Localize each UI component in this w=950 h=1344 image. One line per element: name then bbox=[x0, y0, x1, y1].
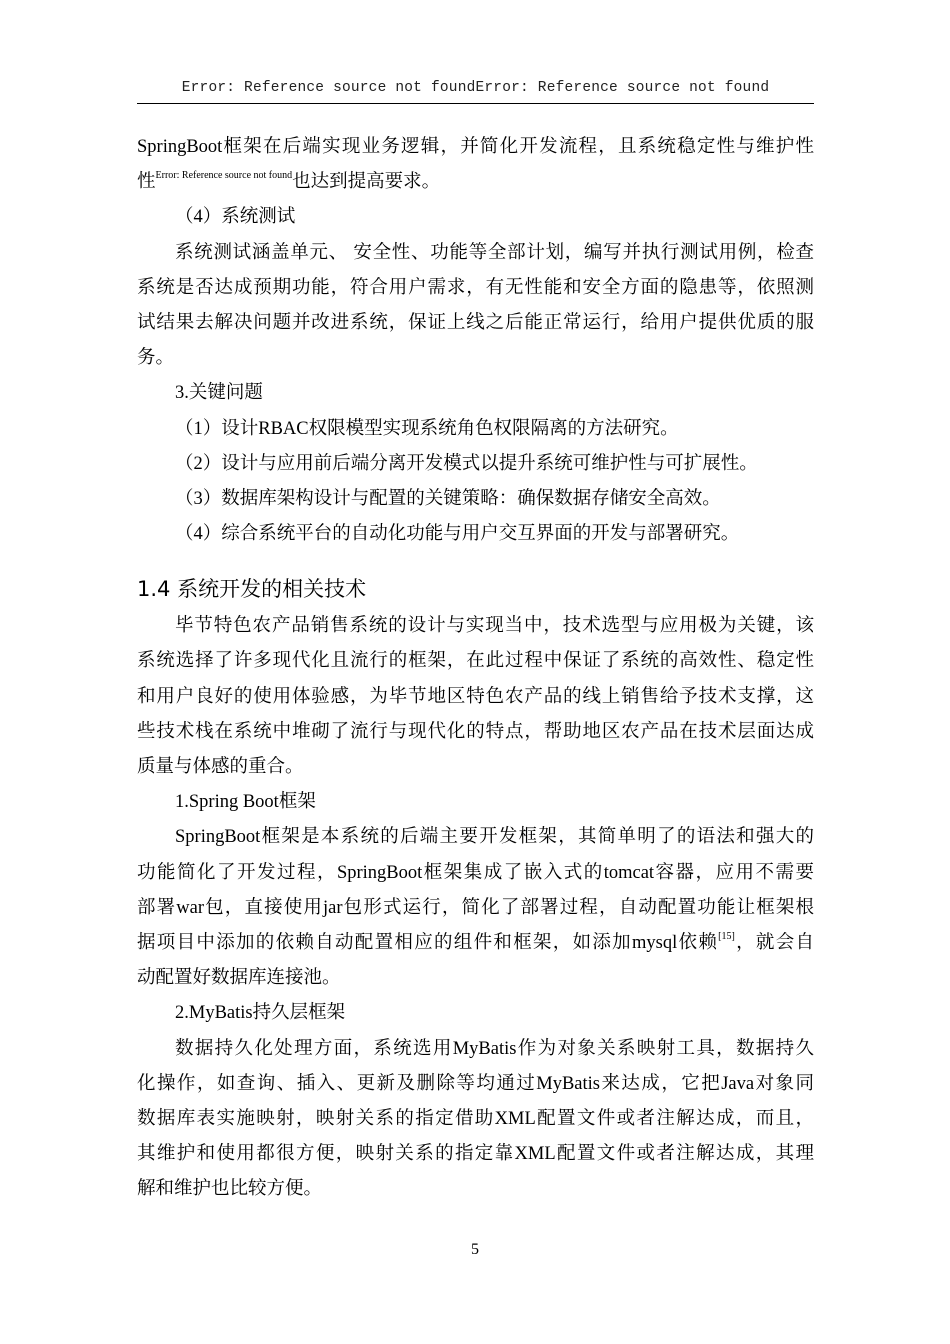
citation-error: Error: Reference source not found bbox=[155, 170, 293, 182]
page-number: 5 bbox=[471, 1241, 479, 1258]
paragraph-line: 务。 bbox=[137, 348, 175, 369]
paragraph-line: 部署war包，直接使用jar包形式运行，简化了部署过程，自动配置功能让框架根 bbox=[137, 897, 814, 918]
paragraph-line: 和用户良好的使用体验感，为毕节地区特色农产品的线上销售给予技术支撑，这 bbox=[137, 686, 814, 707]
subsection-title: （4）系统测试 bbox=[175, 207, 296, 228]
text: 性 bbox=[137, 172, 156, 193]
subsection-title: 2.MyBatis持久层框架 bbox=[175, 1003, 346, 1024]
paragraph-line: 其维护和使用都很方便，映射关系的指定靠XML配置文件或者注解达成，其理 bbox=[137, 1144, 814, 1165]
paragraph-line bbox=[137, 165, 814, 200]
paragraph-line: 质量与体感的重合。 bbox=[137, 757, 304, 777]
subsection-title: 1.Spring Boot框架 bbox=[175, 792, 316, 813]
paragraph-line: 系统测试涵盖单元、 安全性、功能等全部计划，编写并执行测试用例，检查 bbox=[175, 242, 814, 263]
paragraph-line: 数据库表实施映射，映射关系的指定借助XML配置文件或者注解达成，而且， bbox=[137, 1108, 814, 1129]
paragraph-line: 系统是否达成预期功能，符合用户需求，有无性能和安全方面的隐患等，依照测 bbox=[137, 277, 814, 298]
list-item: （3）数据库架构设计与配置的关键策略：确保数据存储安全高效。 bbox=[175, 488, 721, 509]
header-rule bbox=[137, 103, 814, 104]
text: 也达到提高要求。 bbox=[292, 172, 441, 193]
paragraph-line: SpringBoot框架是本系统的后端主要开发框架，其简单明了的语法和强大的 bbox=[175, 827, 814, 848]
paragraph-line: 毕节特色农产品销售系统的设计与实现当中，技术选型与应用极为关键，该 bbox=[175, 616, 814, 637]
subsection-title: 3.关键问题 bbox=[175, 383, 263, 404]
paragraph-line: 动配置好数据库连接池。 bbox=[137, 968, 341, 989]
paragraph-line: 系统选择了许多现代化且流行的框架，在此过程中保证了系统的高效性、稳定性 bbox=[137, 651, 814, 672]
list-item: （4）综合系统平台的自动化功能与用户交互界面的开发与部署研究。 bbox=[175, 524, 740, 545]
list-item: （2）设计与应用前后端分离开发模式以提升系统可维护性与可扩展性。 bbox=[175, 453, 758, 474]
text: 据项目中添加的依赖自动配置相应的组件和框架，如添加mysql依赖 bbox=[137, 932, 719, 953]
list-item: （1）设计RBAC权限模型实现系统角色权限隔离的方法研究。 bbox=[175, 418, 679, 439]
citation: [15] bbox=[718, 930, 735, 942]
section-heading: 1.4 系统开发的相关技术 bbox=[137, 577, 367, 602]
paragraph-line: 化操作，如查询、插入、更新及删除等均通过MyBatis来达成，它把Java对象同 bbox=[137, 1073, 814, 1094]
text: ，就会自 bbox=[734, 932, 814, 953]
paragraph-line: 功能简化了开发过程，SpringBoot框架集成了嵌入式的tomcat容器，应用不需要 bbox=[137, 862, 814, 883]
paragraph-line: 解和维护也比较方便。 bbox=[137, 1179, 323, 1200]
paragraph-line: SpringBoot框架在后端实现业务逻辑，并简化开发流程，且系统稳定性与维护性 bbox=[137, 137, 814, 157]
paragraph-line bbox=[137, 926, 814, 961]
page-body bbox=[137, 130, 814, 1207]
paragraph-line: 试结果去解决问题并改进系统，保证上线之后能正常运行，给用户提供优质的服 bbox=[137, 312, 814, 333]
running-header: Error: Reference source not foundError: Reference source not found bbox=[181, 80, 770, 96]
paragraph-line: 数据持久化处理方面，系统选用MyBatis作为对象关系映射工具，数据持久 bbox=[175, 1038, 814, 1059]
paragraph-line: 些技术栈在系统中堆砌了流行与现代化的特点，帮助地区农产品在技术层面达成 bbox=[137, 721, 814, 742]
